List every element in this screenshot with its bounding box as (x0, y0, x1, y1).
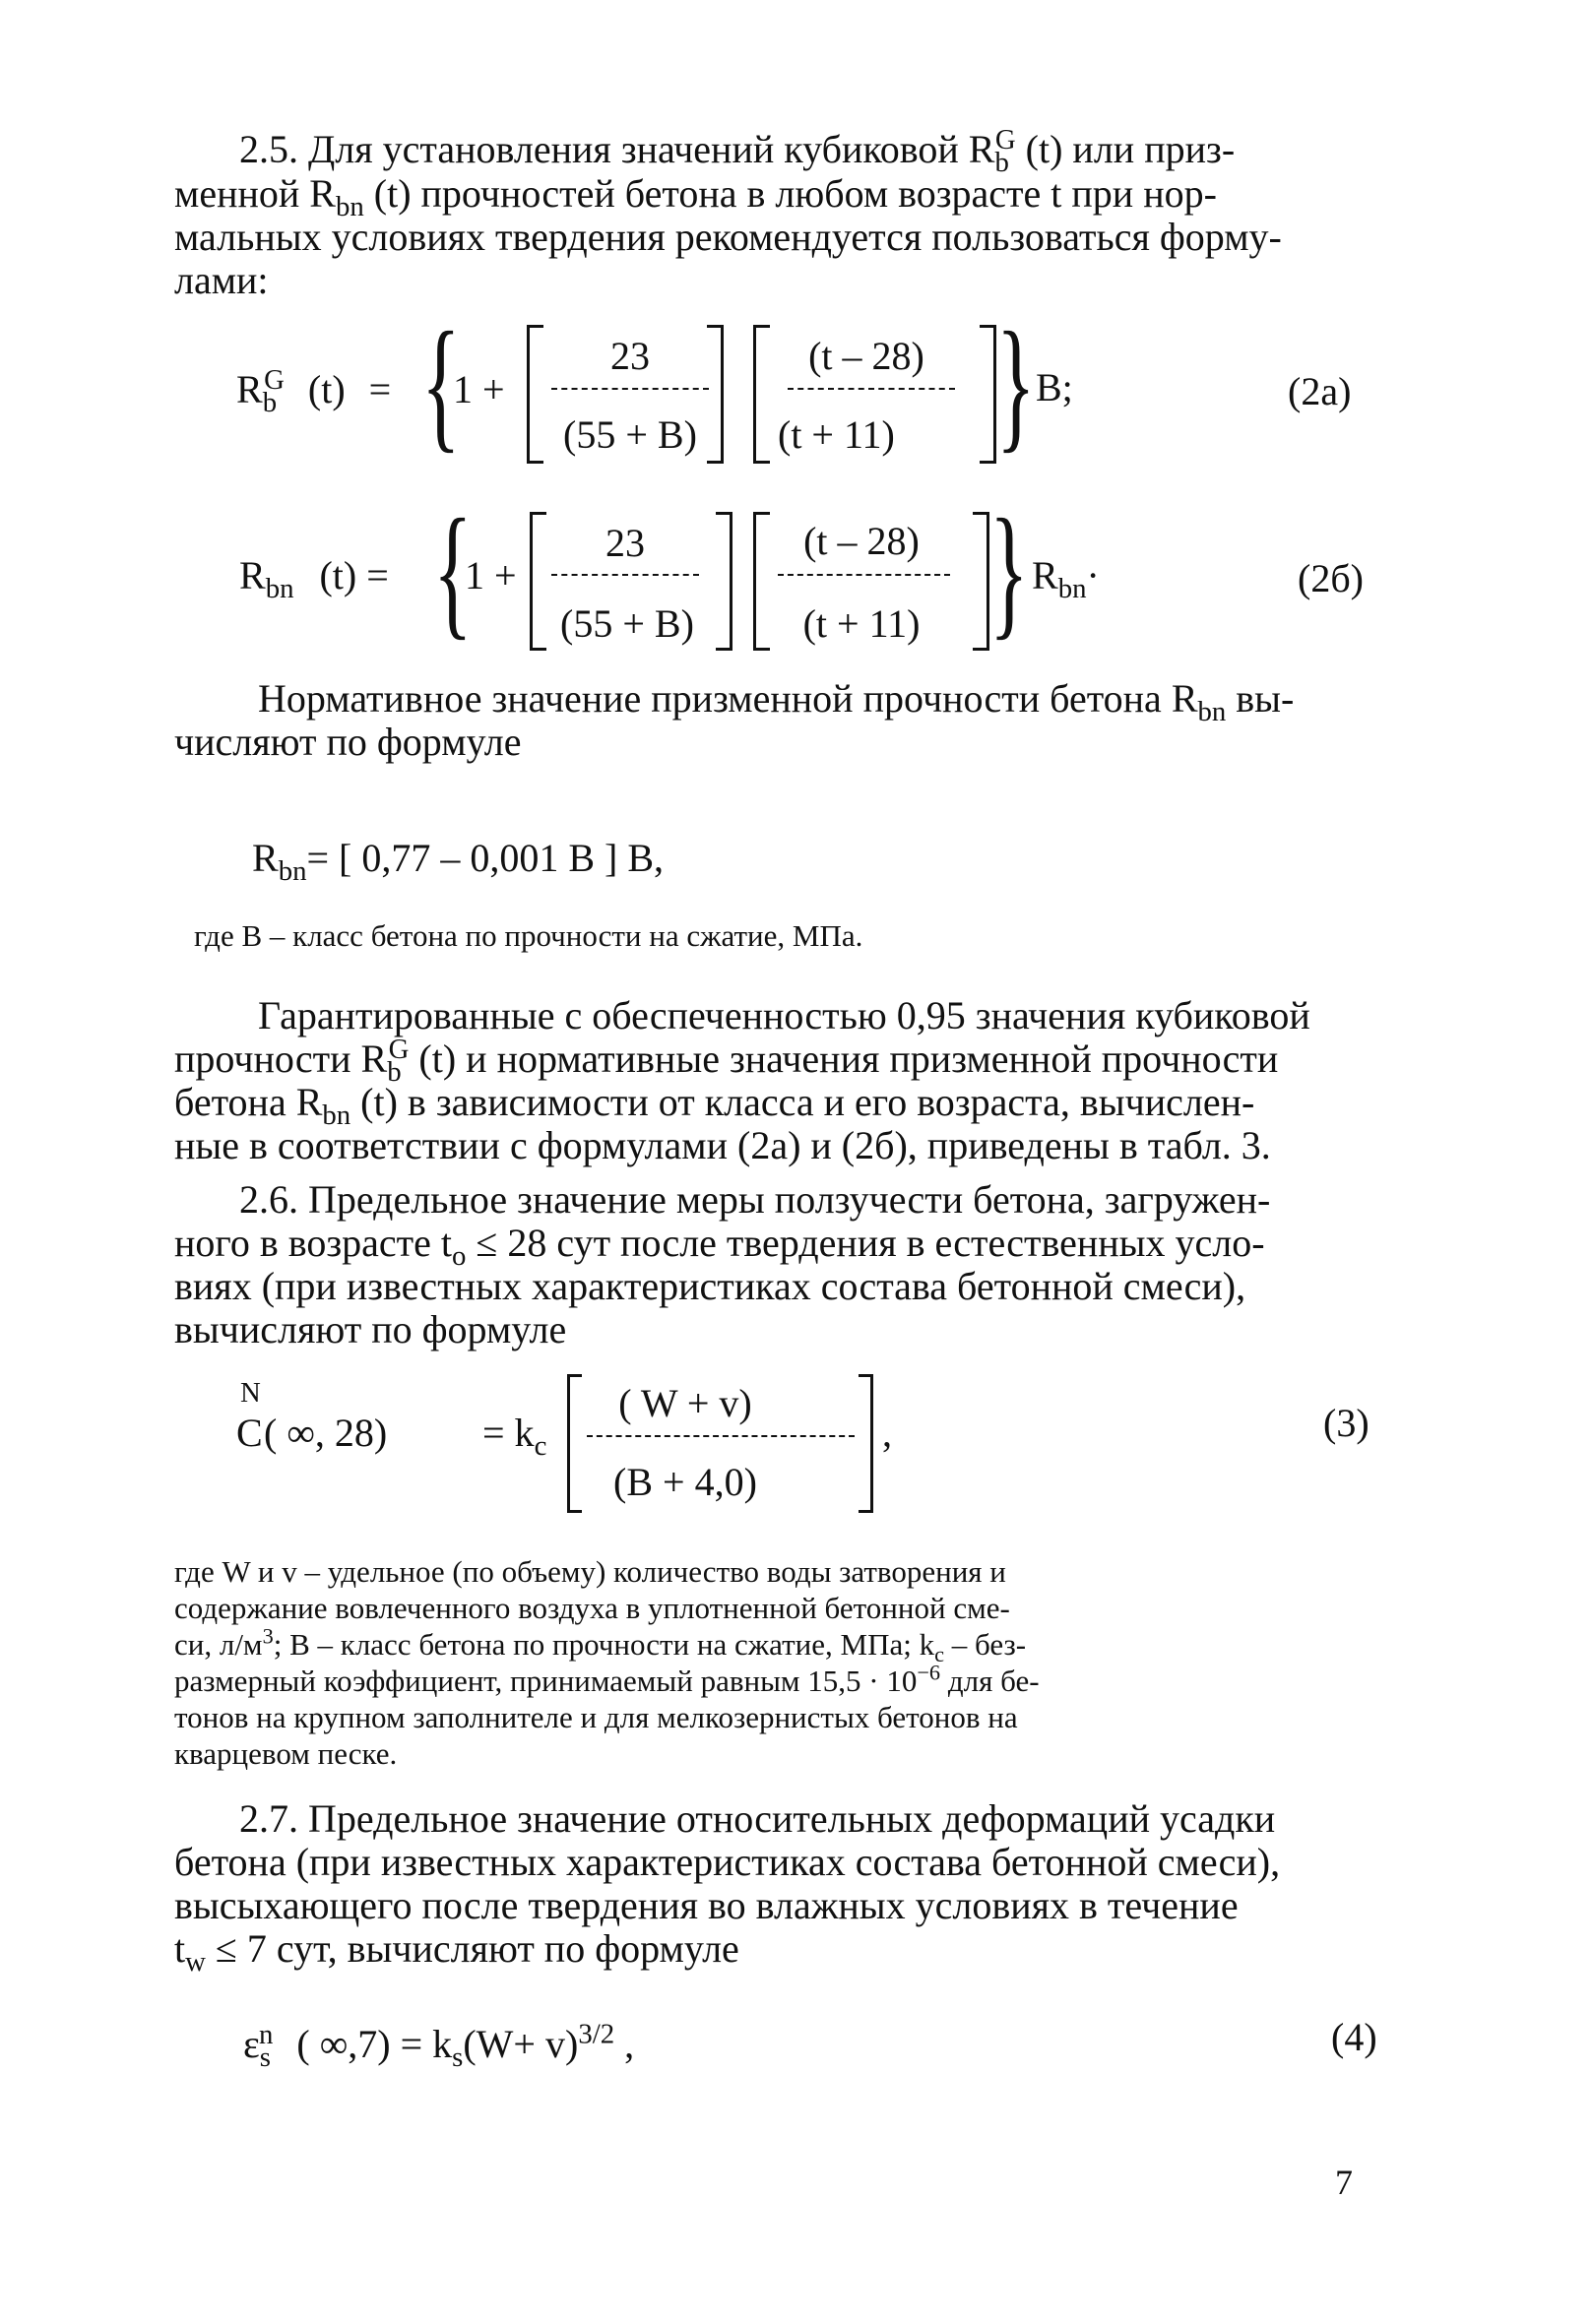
f2a-bracket2-left (753, 325, 770, 464)
f2b-left-brace: { (433, 489, 473, 653)
f4-expr: $\varepsilon_s^n$ ( $\infty,7) = k_s(W+ v)^{3/2}$ , (243, 2018, 635, 2073)
f3-num: ( W + v) (618, 1381, 752, 1425)
f2b-num2: (t – 28) (803, 519, 920, 563)
where2-line1: где W и v – удельное (по объему) количество воды затворения и (174, 1554, 1006, 1589)
f2a-den2: (t + 11) (778, 412, 895, 457)
p27-line2: бетона (при известных характеристиках состава бетонной смеси), (174, 1840, 1281, 1884)
f2b-tail: $R_{bn}\cdot$ (1032, 553, 1100, 604)
f3-den: (B + 4,0) (613, 1460, 757, 1504)
f2b-one-plus: 1 + (465, 553, 517, 597)
where2-line6: кварцевом песке. (174, 1736, 398, 1771)
f2a-lhs: $R_b^G$ (t) = (236, 363, 392, 418)
where2-line2: содержание вовлеченного воздуха в уплотненной бетонной сме- (174, 1591, 1010, 1625)
f3-bracket-right (859, 1374, 873, 1513)
f2a-label: (2a) (1288, 369, 1352, 413)
p26-line3: виях (при известных характеристиках состава бетонной смеси), (174, 1264, 1246, 1308)
f3-label: (3) (1323, 1401, 1369, 1445)
f3-comma: , (882, 1411, 892, 1455)
f2b-den1: (55 + B) (560, 601, 694, 646)
f2a-num2: (t – 28) (808, 334, 924, 378)
f2a-left-brace: { (421, 302, 461, 466)
f2a-right-brace: } (996, 302, 1036, 466)
f2b-right-brace: } (989, 489, 1029, 653)
f3-lhs: C N (236, 1377, 263, 1455)
f2a-bracket1-right (707, 325, 724, 464)
f3-fracline (587, 1435, 855, 1437)
formula-rbn: $R_{bn}=$ [ 0,77 – 0,001 B ] B, (252, 836, 665, 887)
f2a-num1: 23 (610, 334, 650, 378)
p25-line2: менной $R_{bn}$ (t) прочностей бетона в любом возрасте t при нор- (174, 171, 1217, 222)
norm-line1: Нормативное значение призменной прочности бетона $R_{bn}$ вы- (258, 676, 1295, 727)
f2a-fracline1 (551, 388, 709, 390)
p25-line3: мальных условиях твердения рекомендуется пользоваться форму- (174, 215, 1282, 259)
guar-line4: ные в соответствии с формулами (2a) и (2б), приведены в табл. 3. (174, 1123, 1271, 1167)
f2a-one-plus: 1 + (453, 367, 505, 411)
p25-line4: лами: (174, 258, 269, 302)
f2b-label: (2б) (1298, 556, 1364, 600)
f2b-den2: (t + 11) (802, 601, 921, 646)
f2b-fracline1 (551, 574, 699, 576)
p27-line3: высыхающего после твердения во влажных условиях в течение (174, 1883, 1239, 1927)
p27-line1: 2.7. Предельное значение относительных деформаций усадки (239, 1796, 1276, 1841)
f2a-tail: B; (1036, 365, 1073, 409)
norm-line2: числяют по формуле (174, 720, 522, 764)
f2b-bracket2-left (753, 512, 770, 651)
p26-line2: ного в возрасте $t_o \le 28$ сут после твердения в естественных усло- (174, 1221, 1265, 1272)
guar-line3: бетона $R_{bn}$ (t) в зависимости от класса и его возраста, вычислен- (174, 1080, 1255, 1131)
f2a-fracline2 (788, 388, 955, 390)
guar-line1: Гарантированные с обеспеченностью 0,95 значения кубиковой (258, 993, 1310, 1037)
where2-line3: си, $л/м^3$; B – класс бетона по прочности на сжатие, МПа; $k_c - без-$ (174, 1623, 1027, 1667)
f3-bracket-left (567, 1374, 582, 1513)
f2b-num1: 23 (605, 521, 645, 565)
p27-line4: $t_w \le 7$ сут, вычисляют по формуле (174, 1926, 739, 1978)
f3-eq: = $k_c$ (482, 1411, 547, 1462)
f2a-den1: (55 + B) (563, 412, 697, 457)
f4-label: (4) (1331, 2015, 1377, 2059)
p26-line1: 2.6. Предельное значение меры ползучести бетона, загружен- (239, 1177, 1271, 1222)
f2b-fracline2 (778, 574, 950, 576)
where-b-note: где B – класс бетона по прочности на сжатие, МПа. (194, 918, 863, 953)
where2-line5: тонов на крупном заполнителе и для мелкозернистых бетонов на (174, 1700, 1018, 1734)
f3-lhs-args: ( ∞, 28) (264, 1411, 388, 1455)
p26-line4: вычисляют по формуле (174, 1307, 567, 1351)
f2b-bracket2-right (973, 512, 989, 651)
p25-line1: 2.5. Для установления значений кубиковой $R_b^G$ (t) или приз- (239, 123, 1236, 178)
where2-line4: размерный коэффициент, принимаемый равным $15,5 \cdot 10^{-6}$ для бе- (174, 1660, 1040, 1698)
f2b-bracket1-right (716, 512, 732, 651)
f2b-lhs: $R_{bn}$ (t) = (239, 553, 389, 604)
f2a-bracket2-right (980, 325, 996, 464)
page-number: 7 (1335, 2163, 1353, 2202)
guar-line2: прочности $R_b^G$ (t) и нормативные значения призменной прочности (174, 1033, 1279, 1088)
